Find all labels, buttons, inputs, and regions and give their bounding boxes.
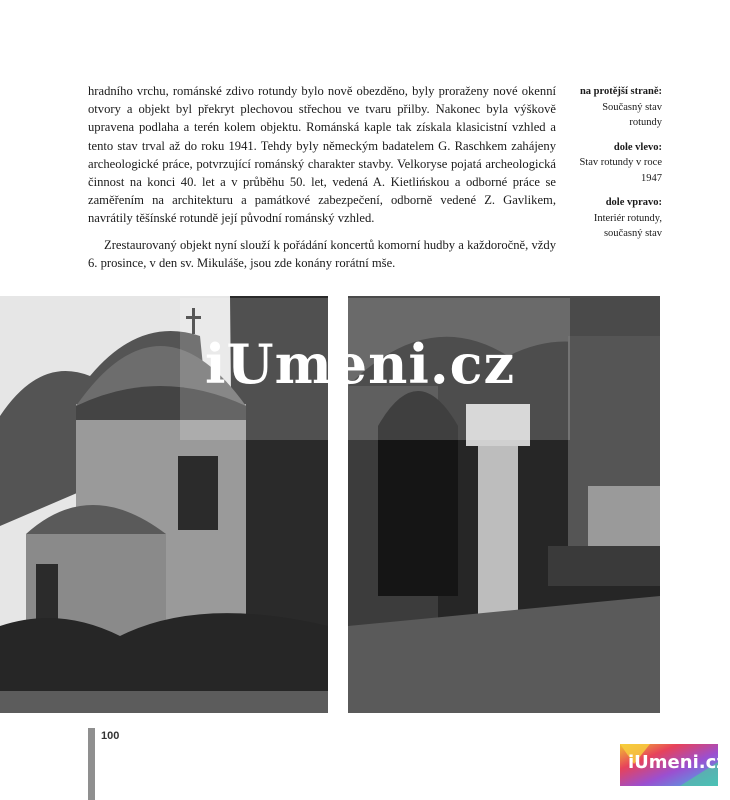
body-paragraph-2: Zrestaurovaný objekt nyní slouží k pořádání koncertů komorní hudby a každoročně, vždy 6. prosince, v den sv. Mikuláše, jsou zde konány rorátní mše. bbox=[88, 237, 556, 270]
page-edge-bar bbox=[88, 728, 95, 800]
caption-heading: dole vlevo: bbox=[613, 141, 662, 153]
body-text bbox=[88, 82, 556, 272]
caption-heading: na protější straně: bbox=[579, 86, 662, 97]
caption-text: Stav rotundy v roce 1947 bbox=[579, 157, 662, 184]
caption-text: Interiér rotundy, současný stav bbox=[593, 212, 662, 239]
caption-bottom-left bbox=[572, 140, 662, 187]
caption-opposite bbox=[572, 84, 662, 131]
photo-captions bbox=[572, 84, 662, 251]
watermark-text: iUmeni.cz bbox=[205, 332, 516, 396]
page-number: 100 bbox=[101, 730, 120, 742]
caption-bottom-right bbox=[572, 195, 662, 242]
logo-text: iUmeni.cz bbox=[628, 752, 727, 773]
caption-text: Současný stav rotundy bbox=[602, 101, 662, 128]
caption-heading: dole vpravo: bbox=[605, 197, 662, 208]
body-paragraph-1: hradního vrchu, románské zdivo rotundy bylo nově obezděno, byly proraženy nové okenní otvory a objekt byl překryt plechovou střechou ve tvaru přilby. Nakonec byla výškově upravena podlaha a terén kolem objektu. Románská kaple tak získala klasicistní vzhled a tento stav trval až do roku 1941. Tehdy byly německým badatelem G. Raschkem zahájeny archeologické práce, potvrzující románský charakter stavby. Velkoryse pojatá archeologická činnost na konci 40. let a v průběhu 50. let, vedená A. Kietlińskou a odborné práce se zaměřením na architekturu a památkové zabezpečení, odborně vedené Z. Gavlikem, navrátily těšínské rotundě její původní románský vzhled. bbox=[88, 84, 556, 226]
